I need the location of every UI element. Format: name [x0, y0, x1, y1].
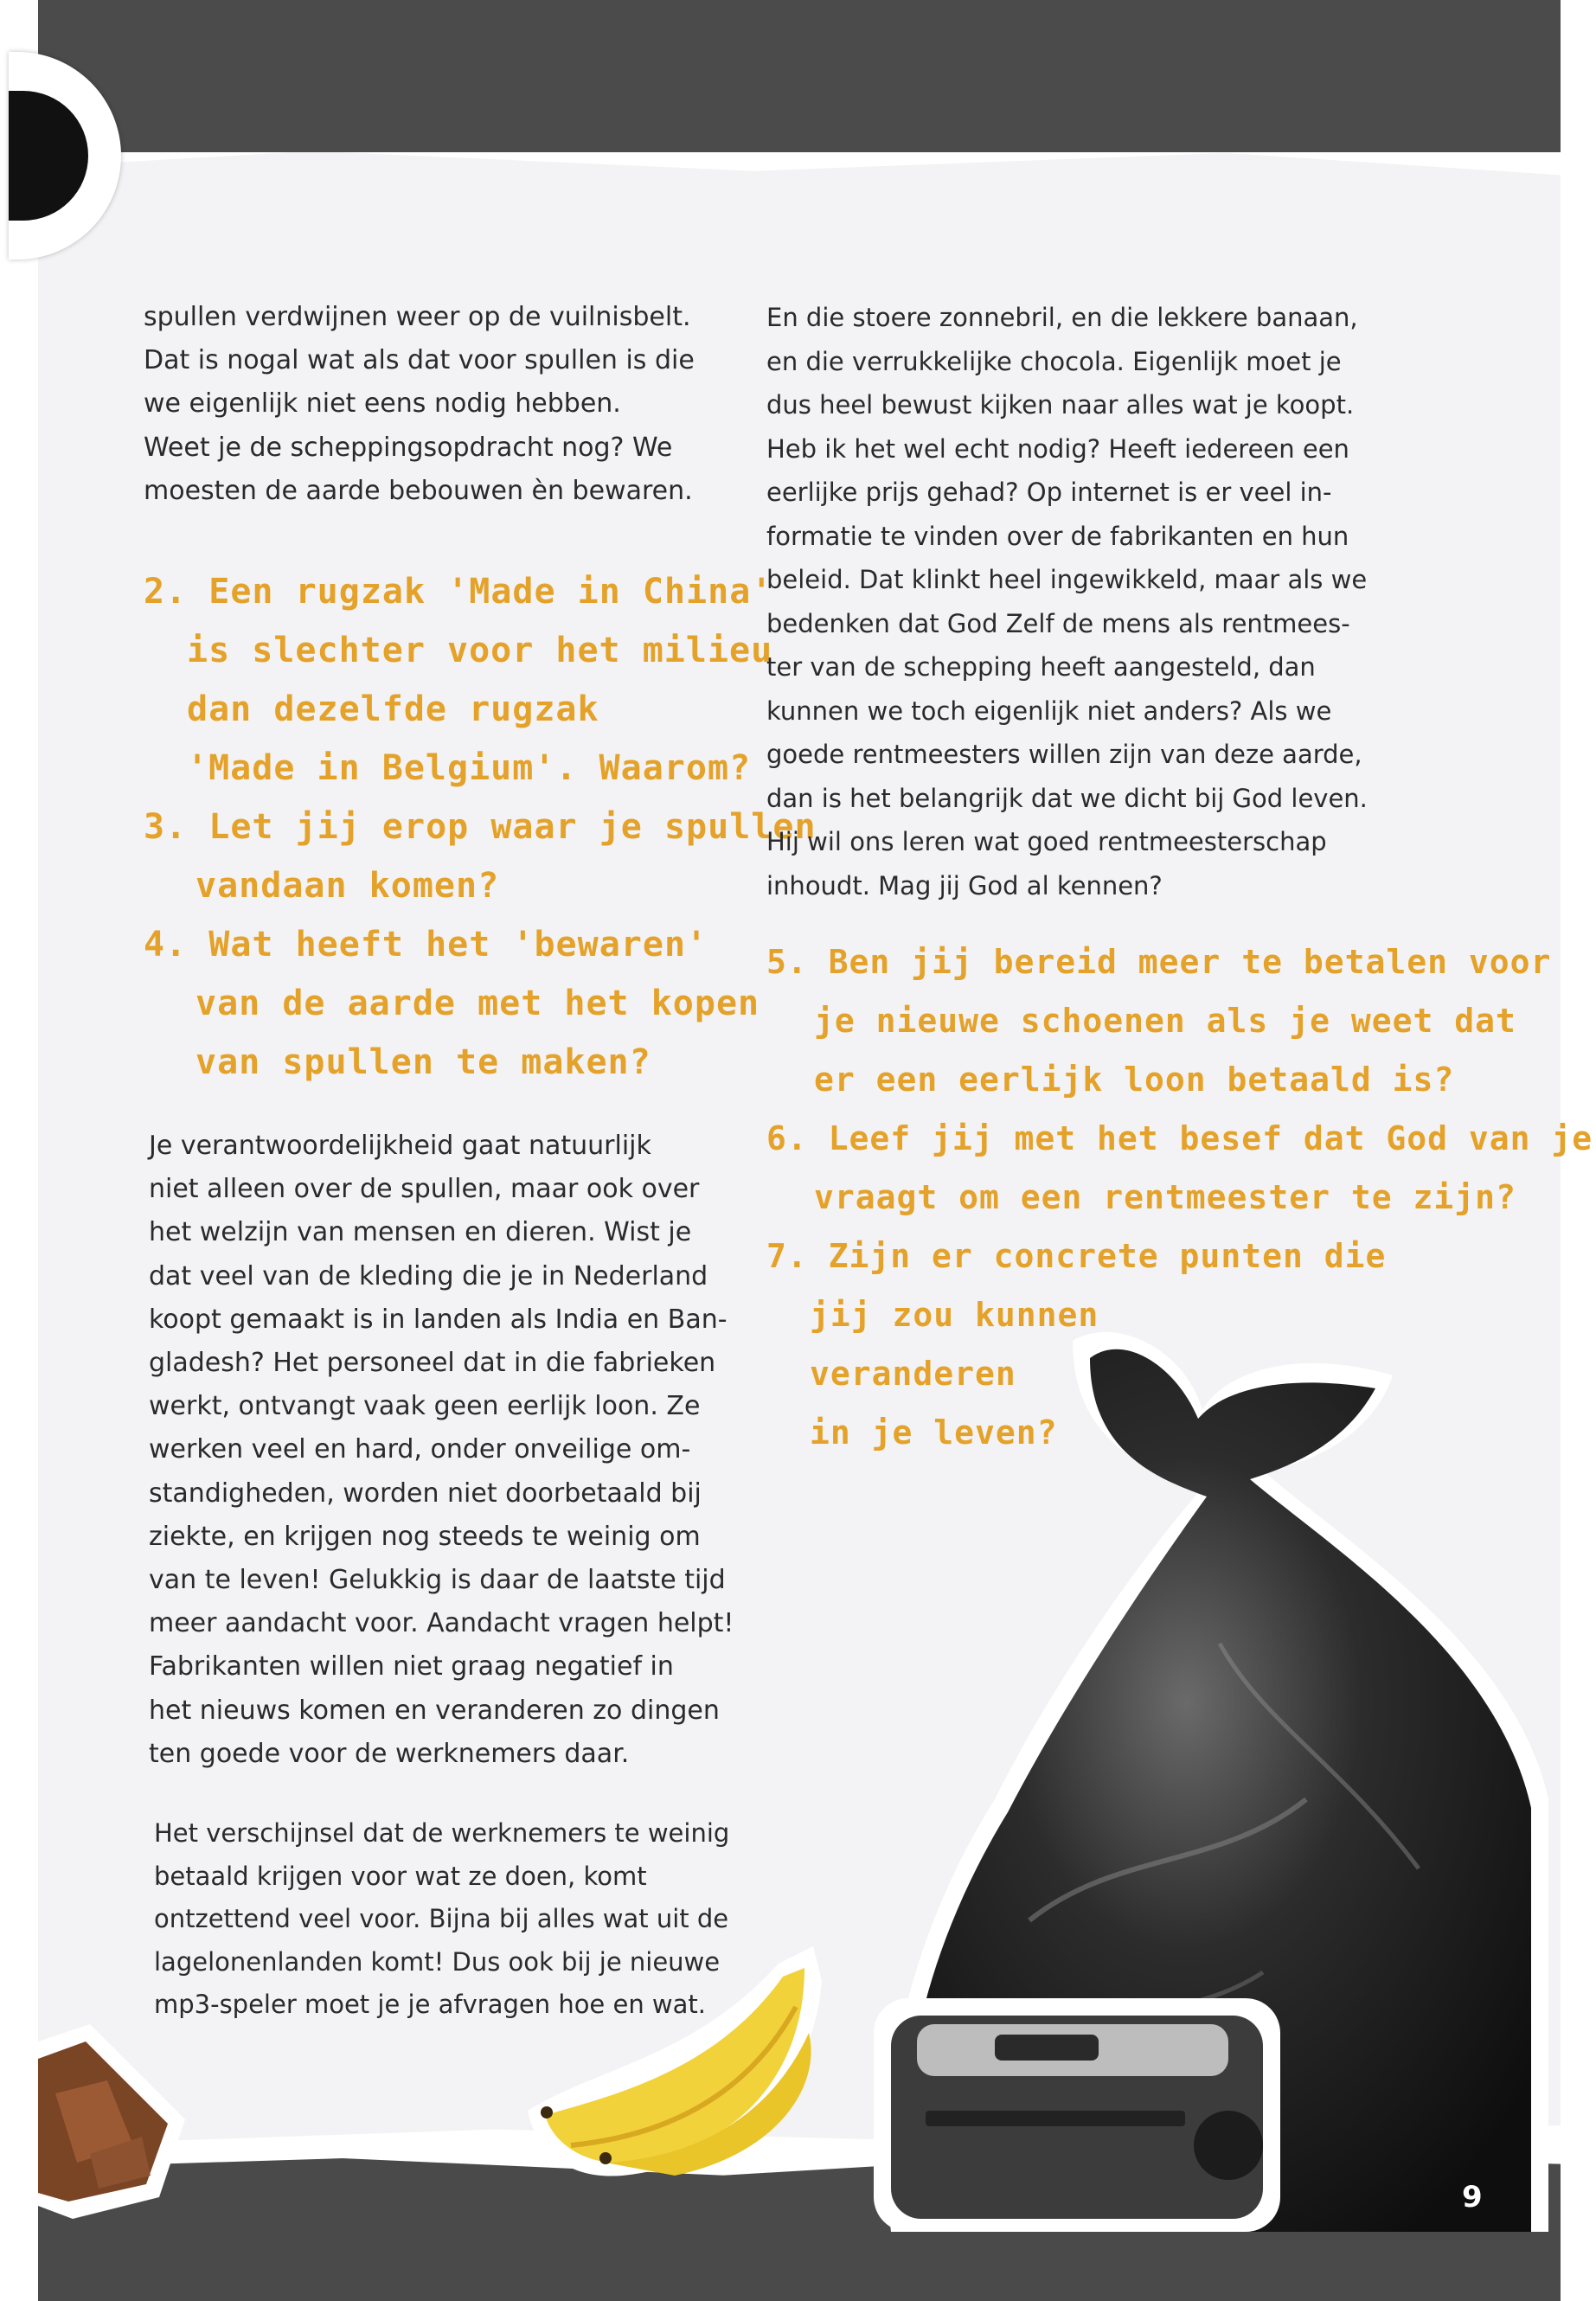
page-number: 9	[1462, 2180, 1483, 2214]
text-line: koopt gemaakt is in landen als India en Ban-	[149, 1304, 727, 1335]
column1-paragraph1	[144, 296, 695, 513]
text-line: Je verantwoordelijkheid gaat natuurlijk	[149, 1131, 651, 1161]
text-line: Dat is nogal wat als dat voor spullen is die	[144, 345, 695, 376]
question-line: vraagt om een rentmeester te zijn?	[814, 1178, 1516, 1216]
text-line: standigheden, worden niet doorbetaald bij	[149, 1477, 702, 1509]
radio-player-photo	[865, 1981, 1298, 2240]
question-line: 2. Een rugzak 'Made in China'	[144, 572, 773, 612]
question-line: er een eerlijk loon betaald is?	[814, 1061, 1455, 1099]
question-line: is slechter voor het milieu	[187, 631, 773, 670]
question-line: dan dezelfde rugzak	[187, 689, 599, 729]
question-line: van spullen te maken?	[195, 1042, 651, 1082]
text-line: Weet je de scheppingsopdracht nog? We	[144, 432, 673, 463]
text-line: het welzijn van mensen en dieren. Wist je	[149, 1217, 692, 1248]
text-line: ziekte, en krijgen nog steeds te weinig om	[149, 1521, 701, 1552]
question-line: je nieuwe schoenen als je weet dat	[814, 1002, 1516, 1040]
column1-paragraph2	[149, 1125, 734, 1776]
question-line: 3. Let jij erop waar je spullen	[144, 807, 817, 847]
text-line: inhoudt. Mag jij God al kennen?	[766, 870, 1163, 901]
text-line: niet alleen over de spullen, maar ook over	[149, 1174, 700, 1205]
text-line: eerlijke prijs gehad? Op internet is er veel in-	[766, 478, 1332, 507]
text-line: het nieuws komen en veranderen zo dingen	[149, 1695, 720, 1726]
question-line: veranderen	[810, 1355, 1016, 1393]
question-line: 'Made in Belgium'. Waarom?	[187, 748, 752, 788]
text-line: lagelonenlanden komt! Dus ook bij je nieuwe	[154, 1946, 721, 1977]
text-line: gladesh? Het personeel dat in die fabrieken	[149, 1348, 716, 1379]
text-line: Hij wil ons leren wat goed rentmeesterschap	[766, 827, 1327, 856]
question-line: 5. Ben jij bereid meer te betalen voor	[766, 943, 1552, 981]
text-line: mp3-speler moet je je afvragen hoe en wat.	[154, 1990, 707, 2019]
text-line: En die stoere zonnebril, en die lekkere banaan,	[766, 303, 1358, 332]
text-line: moesten de aarde bebouwen èn bewaren.	[144, 475, 693, 506]
text-line: goede rentmeesters willen zijn van deze aarde,	[766, 740, 1362, 769]
text-line: van te leven! Gelukkig is daar de laatste tijd	[149, 1565, 726, 1596]
question-line: van de aarde met het kopen	[195, 984, 760, 1023]
question-line: 4. Wat heeft het 'bewaren'	[144, 925, 708, 965]
text-line: beleid. Dat klinkt heel ingewikkeld, maar als we	[766, 565, 1368, 594]
text-line: werken veel en hard, onder onveilige om-	[149, 1434, 691, 1465]
question-line: jij zou kunnen	[810, 1296, 1099, 1334]
question-line: vandaan komen?	[195, 866, 500, 906]
text-line: bedenken dat God Zelf de mens als rentmees-	[766, 608, 1350, 638]
column2-paragraph1	[766, 296, 1368, 907]
text-line: ontzettend veel voor. Bijna bij alles wat uit de	[154, 1904, 729, 1933]
text-line: dan is het belangrijk dat we dicht bij God leven.	[766, 783, 1368, 813]
text-line: Fabrikanten willen niet graag negatief in	[149, 1651, 674, 1682]
text-line: werkt, ontvangt vaak geen eerlijk loon. Ze	[149, 1391, 701, 1422]
text-line: Het verschijnsel dat de werknemers te weinig	[154, 1818, 730, 1848]
chocolate-photo	[38, 2024, 194, 2223]
text-line: meer aandacht voor. Aandacht vragen helpt!	[149, 1608, 734, 1639]
text-line: betaald krijgen voor wat ze doen, komt	[154, 1861, 647, 1891]
text-line: we eigenlijk niet eens nodig hebben.	[144, 388, 621, 420]
question-line: 6. Leef jij met het besef dat God van je	[766, 1119, 1593, 1157]
top-dark-band	[38, 0, 1561, 152]
questions-left	[144, 562, 817, 1092]
text-line: Heb ik het wel echt nodig? Heeft iedereen een	[766, 433, 1349, 464]
text-line: dus heel bewust kijken naar alles wat je koopt.	[766, 390, 1355, 420]
text-line: ten goede voor de werknemers daar.	[149, 1738, 630, 1769]
text-line: dat veel van de kleding die je in Nederland	[149, 1260, 708, 1292]
text-line: spullen verdwijnen weer op de vuilnisbelt.	[144, 302, 691, 332]
question-line: in je leven?	[810, 1413, 1058, 1452]
text-line: en die verrukkelijke chocola. Eigenlijk moet je	[766, 346, 1342, 376]
text-line: ter van de schepping heeft aangesteld, dan	[766, 652, 1316, 682]
question-line: 7. Zijn er concrete punten die	[766, 1237, 1387, 1275]
text-line: formatie te vinden over de fabrikanten en hun	[766, 521, 1349, 551]
text-line: kunnen we toch eigenlijk niet anders? Als we	[766, 695, 1332, 726]
